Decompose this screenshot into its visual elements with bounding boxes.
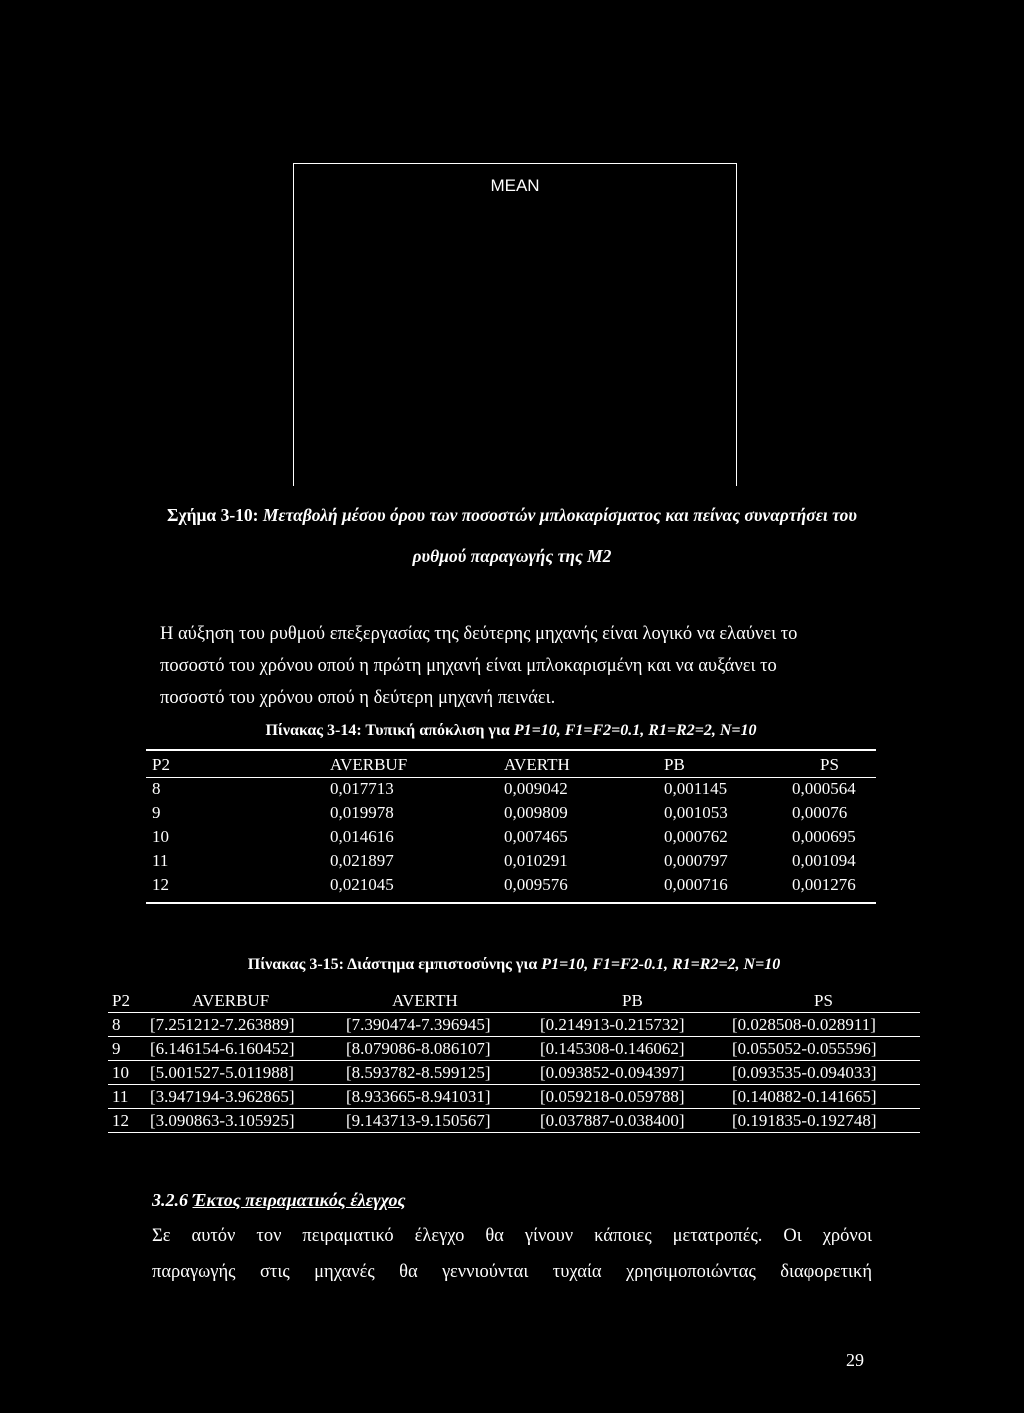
table-cell: 0,009576 <box>504 875 568 894</box>
table-header-cell: P2 <box>152 755 170 774</box>
figure-caption-line2: ρυθμού παραγωγής της Μ2 <box>412 546 612 566</box>
table-cell: 0,001145 <box>664 779 728 798</box>
table-header-cell: AVERTH <box>344 989 540 1013</box>
table1-caption-text: Τυπική απόκλιση για <box>365 722 510 739</box>
table-cell: 12 <box>152 875 169 894</box>
table-cell: 0,010291 <box>504 851 568 870</box>
table-row <box>146 825 876 849</box>
table2-caption-label: Πίνακας 3-15: <box>247 956 344 973</box>
table-cell: 10 <box>152 827 169 846</box>
table2-caption <box>108 956 920 974</box>
page-number: 29 <box>846 1350 864 1370</box>
table-cell: [8.593782-8.599125] <box>344 1061 540 1085</box>
section-number: 3.2.6 <box>152 1190 188 1210</box>
section-heading <box>152 1190 405 1211</box>
table-cell: [7.251212-7.263889] <box>148 1013 344 1037</box>
figure-caption-line1 <box>150 505 874 526</box>
table-cell: 0,021045 <box>330 875 394 894</box>
std-dev-table <box>146 753 876 897</box>
table-row <box>146 777 876 801</box>
table-cell: [0.214913-0.215732] <box>540 1013 732 1037</box>
table1-bottom-rule <box>146 902 876 904</box>
table-row <box>108 1061 920 1085</box>
table-header-row <box>146 753 876 777</box>
table-header-cell: PS <box>732 989 920 1013</box>
confidence-interval-table <box>108 989 920 1133</box>
table-cell: [0.093535-0.094033] <box>732 1061 920 1085</box>
table-cell: [3.947194-3.962865] <box>148 1085 344 1109</box>
table-header-cell: PS <box>820 755 839 774</box>
table-header-cell: P2 <box>108 989 148 1013</box>
table-row <box>108 1013 920 1037</box>
table-cell: 9 <box>108 1037 148 1061</box>
table-cell: 8 <box>108 1013 148 1037</box>
table-cell: 0,021897 <box>330 851 394 870</box>
table-cell: 0,009042 <box>504 779 568 798</box>
table-cell: [8.079086-8.086107] <box>344 1037 540 1061</box>
table-row <box>146 801 876 825</box>
table-cell: [7.390474-7.396945] <box>344 1013 540 1037</box>
table-header-row <box>108 989 920 1013</box>
table-row <box>146 873 876 897</box>
table-cell: [6.146154-6.160452] <box>148 1037 344 1061</box>
table-cell: [0.028508-0.028911] <box>732 1013 920 1037</box>
table-cell: 0,007465 <box>504 827 568 846</box>
table-cell: [0.037887-0.038400] <box>540 1109 732 1133</box>
table1-caption <box>146 722 876 740</box>
table-cell: 0,019978 <box>330 803 394 822</box>
table1-caption-params: P1=10, F1=F2=0.1, R1=R2=2, N=10 <box>513 722 757 739</box>
section-title: Έκτος πειραματικός έλεγχος <box>192 1190 406 1210</box>
table-cell: [0.145308-0.146062] <box>540 1037 732 1061</box>
table-cell: 0,000716 <box>664 875 728 894</box>
table-cell: [3.090863-3.105925] <box>148 1109 344 1133</box>
table-row <box>108 1037 920 1061</box>
table-cell: [0.059218-0.059788] <box>540 1085 732 1109</box>
mean-chart <box>293 163 737 486</box>
table-cell: 0,000797 <box>664 851 728 870</box>
table-cell: 0,001094 <box>792 851 856 870</box>
table1-caption-label: Πίνακας 3-14: <box>265 722 362 739</box>
table-cell: 0,001053 <box>664 803 728 822</box>
figure-caption-text: Μεταβολή μέσου όρου των ποσοστών μπλοκαρίσματος και πείνας συναρτήσει του <box>262 505 857 525</box>
table-cell: 0,00076 <box>792 803 848 822</box>
table-cell: 0,000564 <box>792 779 856 798</box>
table-cell: 10 <box>108 1061 148 1085</box>
table-cell: 0,009809 <box>504 803 568 822</box>
chart-title: MEAN <box>490 176 540 195</box>
table-cell: [5.001527-5.011988] <box>148 1061 344 1085</box>
table-cell: 11 <box>152 851 169 870</box>
table-cell: 0,001276 <box>792 875 856 894</box>
table-header-cell: PB <box>540 989 732 1013</box>
table-cell: 0,000695 <box>792 827 856 846</box>
table-cell: [0.140882-0.141665] <box>732 1085 920 1109</box>
table-header-cell: AVERBUF <box>330 755 408 774</box>
paragraph-line: Η αύξηση του ρυθμού επεξεργασίας της δεύτερης μηχανής είναι λογικό να ελαύνει το <box>160 624 798 644</box>
paragraph-line: ποσοστό του χρόνου οπού η πρώτη μηχανή είναι μπλοκαρισμένη και να αυξάνει το <box>160 656 777 676</box>
table-cell: [0.093852-0.094397] <box>540 1061 732 1085</box>
table-cell: 0,014616 <box>330 827 394 846</box>
table-row <box>108 1109 920 1133</box>
table-header-cell: AVERTH <box>504 755 570 774</box>
table2-caption-text: Διάστημα εμπιστοσύνης για <box>347 956 538 973</box>
table-row <box>146 849 876 873</box>
table-cell: [9.143713-9.150567] <box>344 1109 540 1133</box>
table-cell: 0,000762 <box>664 827 728 846</box>
paragraph-2-line1: Σε αυτόν τον πειραματικό έλεγχο θα γίνουν κάποιες μετατροπές. Οι χρόνοι <box>152 1226 872 1246</box>
figure-caption-label: Σχήμα 3-10: <box>167 505 259 525</box>
table-cell: 9 <box>152 803 161 822</box>
table-row <box>108 1085 920 1109</box>
table-header-cell: AVERBUF <box>148 989 344 1013</box>
table-cell: 11 <box>108 1085 148 1109</box>
table-cell: [0.191835-0.192748] <box>732 1109 920 1133</box>
table-cell: [8.933665-8.941031] <box>344 1085 540 1109</box>
paragraph-2-line2: παραγωγής στις μηχανές θα γεννιούνται τυχαία χρησιμοποιώντας διαφορετική <box>152 1262 872 1282</box>
table2-caption-params: P1=10, F1=F2-0.1, R1=R2=2, N=10 <box>541 956 781 973</box>
table-cell: [0.055052-0.055596] <box>732 1037 920 1061</box>
paragraph-line: ποσοστό του χρόνου οπού η δεύτερη μηχανή πεινάει. <box>160 688 556 708</box>
table-cell: 0,017713 <box>330 779 394 798</box>
table-cell: 12 <box>108 1109 148 1133</box>
table1-top-rule <box>146 749 876 751</box>
table-cell: 8 <box>152 779 161 798</box>
table-header-cell: PB <box>664 755 685 774</box>
paragraph-1 <box>160 618 880 714</box>
